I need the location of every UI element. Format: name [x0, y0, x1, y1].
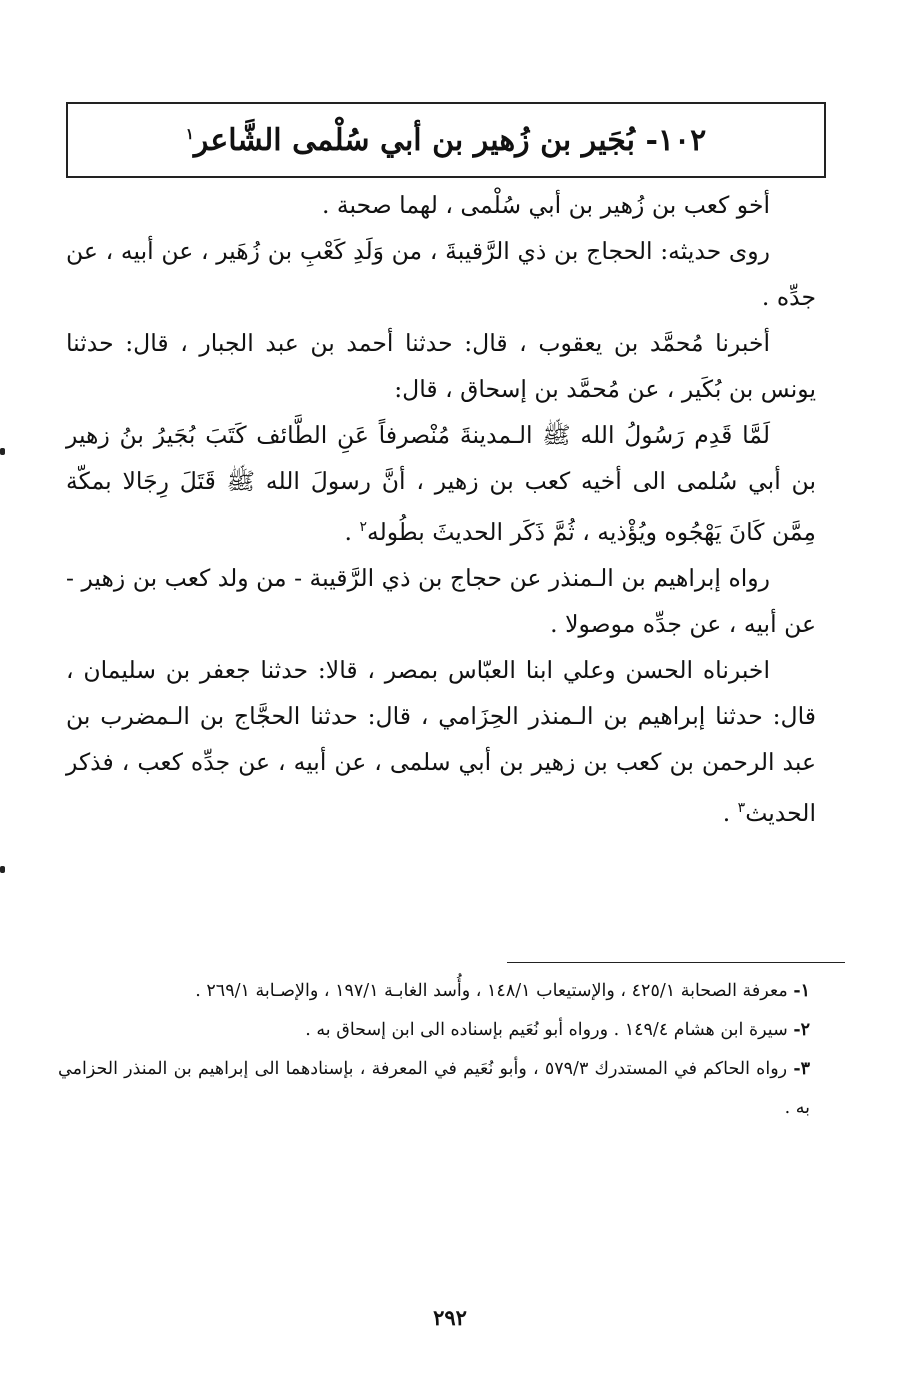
scan-edge-mark — [0, 866, 5, 873]
heading-title — [186, 123, 707, 158]
footnotes — [58, 972, 810, 1128]
footnote-number: ٢- — [793, 1020, 810, 1040]
paragraph-text: روى حديثه: الحجاج بن ذي الرَّقيبةَ ، من وَلَدِ كَعْبِ بن زُهَير ، عن أبيه ، عن جدِّه . — [66, 237, 816, 311]
heading-box — [66, 102, 826, 178]
paragraph-tail: . — [722, 798, 738, 827]
footnote-text: سيرة ابن هشام ١٤٩/٤ . ورواه أبو نُعَيم بإسناده الى ابن إسحاق به . — [305, 1020, 788, 1040]
footnote-1 — [58, 972, 810, 1011]
paragraph-5 — [66, 555, 816, 647]
footnote-text: رواه الحاكم في المستدرك ٥٧٩/٣ ، وأبو نُعَيم في المعرفة ، بإسنادهما الى إبراهيم بن المنذر الحزامي به . — [58, 1059, 810, 1118]
paragraph-text: أخبرنا مُحمَّد بن يعقوب ، قال: حدثنا أحمد بن عبد الجبار ، قال: حدثنا يونس بن بُكَير ، عن مُحمَّد بن إسحاق ، قال: — [66, 329, 816, 403]
footnote-2 — [58, 1011, 810, 1050]
paragraph-tail: . — [344, 517, 360, 546]
paragraph-text: أخو كعب بن زُهير بن أبي سُلْمى ، لهما صحبة . — [321, 191, 770, 219]
footnote-text: معرفة الصحابة ٤٢٥/١ ، والإستيعاب ١٤٨/١ ، وأُسد الغابـة ١٩٧/١ ، والإصـابة ٢٦٩/١ . — [195, 981, 788, 1001]
footnote-divider — [507, 962, 845, 963]
scan-edge-mark — [0, 448, 5, 455]
paragraph-text: لَمَّا قَدِم رَسُولُ الله ﷺ الـمدينةَ مُنْصرفاً عَنِ الطَّائف كَتَبَ بُجَيرُ بنُ زهير بن أبي سُلمى الى أخيه كعب بن زهير ، أنَّ رسولَ الله ﷺ قَتَلَ رِجَالا بمكّة مِمَّن كَانَ يَهْجُوه ويُؤْذيه ، ثُمَّ ذَكَر الحديثَ بطُوله — [66, 421, 816, 546]
heading-title-text: ١٠٢- بُجَير بن زُهير بن أبي سُلْمى الشَّاعر — [193, 122, 707, 158]
paragraph-4 — [66, 412, 816, 555]
paragraph-text: اخبرناه الحسن وعلي ابنا العبّاس بمصر ، قالا: حدثنا جعفر بن سليمان ، قال: حدثنا إبراهيم بن الـمنذر الحِزَامي ، قال: حدثنا الحجَّاج بن الـمضرب بن عبد الرحمن بن كعب بن زهير بن أبي سلمى ، عن أبيه ، عن جدِّه كعب ، فذكر الحديث — [66, 655, 816, 827]
paragraph-text: رواه إبراهيم بن الـمنذر عن حجاج بن ذي الرَّقيبة - من ولد كعب بن زهير - عن أبيه ، عن جدِّه موصولا . — [66, 563, 816, 638]
body-text — [66, 182, 816, 836]
paragraph-6 — [66, 647, 816, 836]
page-number: ٢٩٢ — [433, 1305, 467, 1330]
footnote-ref: ٢ — [359, 519, 368, 535]
paragraph-1 — [66, 182, 816, 228]
footnote-3 — [58, 1050, 810, 1128]
footnote-number: ١- — [793, 981, 810, 1001]
paragraph-3 — [66, 320, 816, 412]
footnote-number: ٣- — [793, 1059, 810, 1079]
heading-footnote-ref: ١ — [185, 124, 194, 143]
paragraph-2 — [66, 228, 816, 320]
footnote-ref: ٣ — [737, 799, 746, 816]
